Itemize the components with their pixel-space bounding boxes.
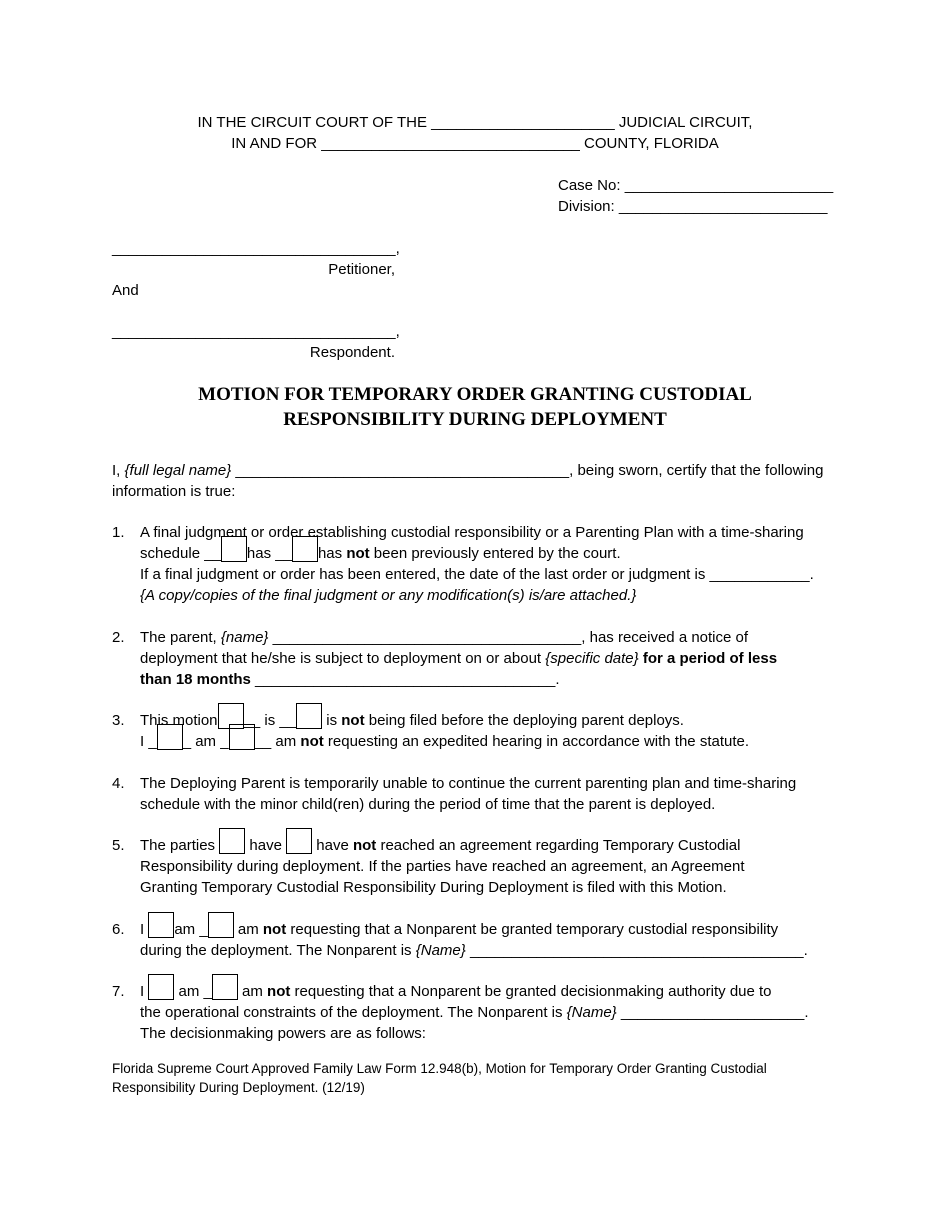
respondent-blank: __________________________________,: [112, 323, 400, 340]
item-6-line-1: [140, 920, 778, 940]
item-3-text: requesting an expedited hearing in accordance with the statute.: [323, 733, 750, 750]
item-6-text: during the deployment. The Nonparent is: [140, 942, 416, 959]
item-7-text: requesting that a Nonparent be granted decisionmaking authority due to: [290, 983, 772, 1000]
item-3-text: __ am: [254, 733, 301, 750]
item-7-line-3: The decisionmaking powers are as follows:: [140, 1025, 426, 1042]
item-3-number: 3.: [112, 712, 125, 729]
nonparent-custody-am-not-checkbox[interactable]: [208, 912, 234, 938]
item-3-text: is: [322, 712, 342, 729]
item-1-line-3: If a final judgment or order has been entered, the date of the last order or judgment is ____________.: [140, 566, 814, 583]
respondent-label: Respondent.: [309, 344, 395, 361]
item-5-number: 5.: [112, 837, 125, 854]
item-1-line-4: [140, 586, 636, 606]
expedited-am-not-checkbox[interactable]: [229, 724, 255, 750]
agreement-have-checkbox[interactable]: [219, 828, 245, 854]
county-line: IN AND FOR _______________________________ COUNTY, FLORIDA: [231, 135, 719, 152]
item-6-text: ________________________________________.: [465, 942, 808, 959]
item-3-text: This motion: [140, 712, 218, 729]
not-emphasis: not: [346, 545, 370, 562]
item-5-line-3: Granting Temporary Custodial Responsibility During Deployment is filed with this Motion.: [140, 879, 727, 896]
court-line: IN THE CIRCUIT COURT OF THE ______________________ JUDICIAL CIRCUIT,: [197, 114, 753, 131]
item-7-text: ______________________.: [616, 1004, 809, 1021]
document-title-line-1: MOTION FOR TEMPORARY ORDER GRANTING CUSTODIAL: [198, 384, 752, 405]
item-1-line-2: [140, 544, 621, 564]
specific-date-hint: {specific date}: [545, 650, 639, 667]
item-2-line-2: [140, 649, 777, 669]
item-5-line-2: Responsibility during deployment. If the parties have reached an agreement, an Agreement: [140, 858, 745, 875]
judgment-has-not-checkbox[interactable]: [292, 536, 318, 562]
intro-line-1: [112, 461, 823, 481]
item-3-text: I _: [140, 733, 157, 750]
item-3-text: being filed before the deploying parent deploys.: [364, 712, 684, 729]
item-1-text: has: [317, 545, 347, 562]
period-emphasis: than 18 months: [140, 671, 251, 688]
item-2-text: ____________________________________.: [250, 671, 560, 688]
item-5-text: have: [245, 837, 287, 854]
item-2-text: deployment that he/she is subject to deployment on or about: [140, 650, 546, 667]
nonparent-decision-am-checkbox[interactable]: [148, 974, 174, 1000]
item-7-line-2: [140, 1003, 809, 1023]
document-title-line-2: RESPONSIBILITY DURING DEPLOYMENT: [283, 409, 667, 430]
agreement-have-not-checkbox[interactable]: [286, 828, 312, 854]
item-3-line-2: [140, 732, 749, 752]
judgment-has-checkbox[interactable]: [221, 536, 247, 562]
not-emphasis: not: [341, 712, 365, 729]
case-number-field: Case No: _________________________: [558, 177, 834, 194]
full-legal-name-hint: {full legal name}: [124, 462, 232, 479]
nonparent-name-hint: {Name}: [566, 1004, 617, 1021]
item-6-text: am: [233, 921, 263, 938]
not-emphasis: not: [300, 733, 324, 750]
item-1-line-1: A final judgment or order establishing custodial responsibility or a Parenting Plan with a time-sharing: [140, 524, 804, 541]
item-3-text: __ is __: [243, 712, 297, 729]
item-2-line-3: [140, 670, 560, 690]
period-emphasis: for a period of less: [638, 650, 778, 667]
item-3-line-1: [140, 711, 684, 731]
item-7-text: I: [140, 983, 149, 1000]
item-1-text: been previously entered by the court.: [369, 545, 621, 562]
attachment-note: {A copy/copies of the final judgment or any modification(s) is/are attached.}: [140, 587, 637, 604]
not-emphasis: not: [262, 921, 287, 938]
item-2-number: 2.: [112, 629, 125, 646]
not-emphasis: not: [352, 837, 377, 854]
item-5-text: have: [312, 837, 353, 854]
expedited-am-checkbox[interactable]: [157, 724, 183, 750]
item-7-text: am: [237, 983, 268, 1000]
item-6-line-2: [140, 941, 808, 961]
item-2-text: _____________________________________, has received a notice of: [268, 629, 749, 646]
item-6-text: am _: [174, 921, 208, 938]
item-3-text: _ am _: [182, 733, 229, 750]
item-7-text: the operational constraints of the deployment. The Nonparent is: [140, 1004, 567, 1021]
item-2-line-1: [140, 628, 748, 648]
name-hint: {name}: [220, 629, 269, 646]
motion-is-not-checkbox[interactable]: [296, 703, 322, 729]
item-5-text: reached an agreement regarding Temporary Custodial: [376, 837, 741, 854]
nonparent-decision-am-not-checkbox[interactable]: [212, 974, 238, 1000]
item-6-text: requesting that a Nonparent be granted temporary custodial responsibility: [286, 921, 779, 938]
item-5-line-1: [140, 836, 740, 856]
intro-rest: ________________________________________, being sworn, certify that the following: [231, 462, 824, 479]
item-7-number: 7.: [112, 983, 125, 1000]
item-7-text: am _: [174, 983, 212, 1000]
nonparent-custody-am-checkbox[interactable]: [148, 912, 174, 938]
item-5-text: The parties: [140, 837, 220, 854]
item-1-number: 1.: [112, 524, 125, 541]
item-1-text: has __: [246, 545, 292, 562]
intro-line-2: information is true:: [112, 483, 236, 500]
division-field: Division: _________________________: [558, 198, 828, 215]
and-label: And: [112, 282, 139, 299]
petitioner-blank: __________________________________,: [112, 240, 400, 257]
item-4-line-2: schedule with the minor child(ren) during the period of time that the parent is deployed.: [140, 796, 716, 813]
petitioner-label: Petitioner,: [328, 261, 395, 278]
item-6-text: I: [140, 921, 149, 938]
footer-line-1: Florida Supreme Court Approved Family Law Form 12.948(b), Motion for Temporary Order Granting Custodial: [112, 1061, 767, 1076]
intro-prefix: I,: [112, 462, 125, 479]
item-2-text: The parent,: [140, 629, 221, 646]
not-emphasis: not: [267, 983, 291, 1000]
item-7-line-1: [140, 982, 772, 1002]
item-1-text: schedule __: [140, 545, 221, 562]
nonparent-name-hint: {Name}: [415, 942, 466, 959]
item-6-number: 6.: [112, 921, 125, 938]
footer-line-2: Responsibility During Deployment. (12/19): [112, 1080, 365, 1095]
item-4-number: 4.: [112, 775, 125, 792]
item-4-line-1: The Deploying Parent is temporarily unable to continue the current parenting plan and time-sharing: [140, 775, 797, 792]
